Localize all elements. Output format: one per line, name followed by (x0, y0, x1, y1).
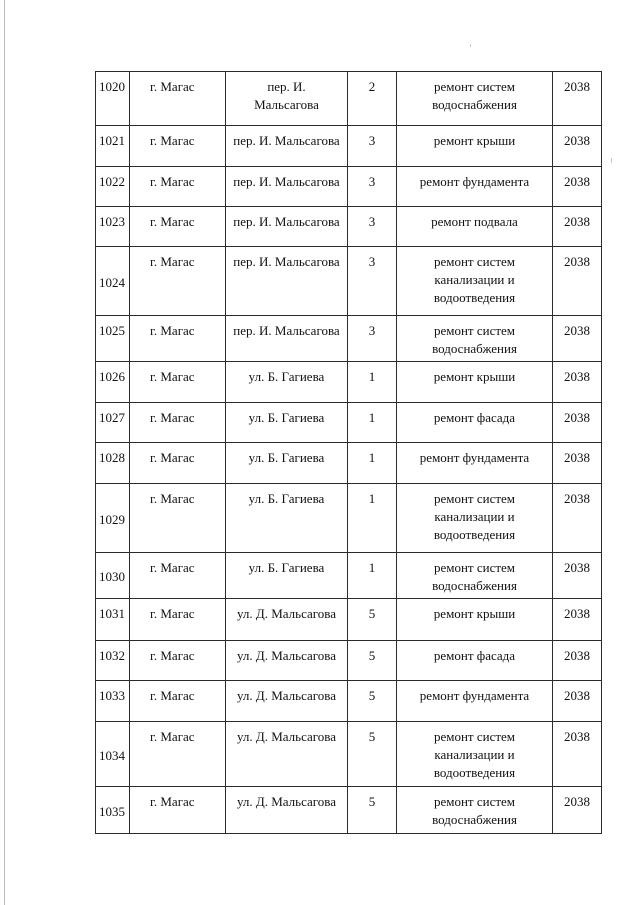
table-row (96, 403, 602, 443)
street-cell: ул. Д. Мальсагова (226, 722, 348, 787)
work-type-cell: ремонт крыши (397, 599, 553, 641)
row-number-cell: 1022 (96, 167, 130, 207)
city-cell: г. Магас (130, 126, 226, 167)
table-row (96, 722, 602, 787)
table-row (96, 247, 602, 316)
house-number-cell: 1 (348, 443, 397, 484)
scan-mark (470, 44, 471, 47)
table-row (96, 443, 602, 484)
city-cell: г. Магас (130, 599, 226, 641)
row-number-cell: 1035 (96, 787, 130, 834)
work-type-cell: ремонт крыши (397, 126, 553, 167)
street-cell: пер. И. Мальсагова (226, 72, 348, 126)
house-number-cell: 3 (348, 247, 397, 316)
table-row (96, 362, 602, 403)
year-cell: 2038 (553, 484, 602, 553)
year-cell: 2038 (553, 207, 602, 247)
house-number-cell: 3 (348, 126, 397, 167)
row-number-cell: 1027 (96, 403, 130, 443)
house-number-cell: 1 (348, 484, 397, 553)
year-cell: 2038 (553, 553, 602, 599)
row-number-cell: 1024 (96, 247, 130, 316)
street-cell: ул. Д. Мальсагова (226, 787, 348, 834)
street-cell: пер. И. Мальсагова (226, 316, 348, 362)
page-edge-line (4, 0, 5, 905)
row-number-cell: 1032 (96, 641, 130, 681)
work-type-cell: ремонт систем канализации и водоотведения (397, 722, 553, 787)
city-cell: г. Магас (130, 553, 226, 599)
house-number-cell: 5 (348, 641, 397, 681)
work-type-cell: ремонт систем водоснабжения (397, 787, 553, 834)
city-cell: г. Магас (130, 681, 226, 722)
city-cell: г. Магас (130, 722, 226, 787)
city-cell: г. Магас (130, 72, 226, 126)
city-cell: г. Магас (130, 484, 226, 553)
street-cell: ул. Д. Мальсагова (226, 681, 348, 722)
table-row (96, 681, 602, 722)
table-row (96, 72, 602, 126)
table-row (96, 207, 602, 247)
year-cell: 2038 (553, 787, 602, 834)
work-type-cell: ремонт фасада (397, 641, 553, 681)
row-number-cell: 1023 (96, 207, 130, 247)
row-number-cell: 1030 (96, 553, 130, 599)
table-row (96, 641, 602, 681)
table-row (96, 553, 602, 599)
row-number-cell: 1025 (96, 316, 130, 362)
work-type-cell: ремонт систем водоснабжения (397, 553, 553, 599)
city-cell: г. Магас (130, 443, 226, 484)
city-cell: г. Магас (130, 167, 226, 207)
street-cell: ул. Б. Гагиева (226, 403, 348, 443)
work-type-cell: ремонт систем канализации и водоотведения (397, 484, 553, 553)
work-type-cell: ремонт фасада (397, 403, 553, 443)
row-number-cell: 1033 (96, 681, 130, 722)
row-number-cell: 1028 (96, 443, 130, 484)
work-type-cell: ремонт фундамента (397, 167, 553, 207)
table-row (96, 787, 602, 834)
street-cell: пер. И. Мальсагова (226, 247, 348, 316)
table-row (96, 316, 602, 362)
house-number-cell: 3 (348, 207, 397, 247)
year-cell: 2038 (553, 316, 602, 362)
house-number-cell: 1 (348, 553, 397, 599)
table-body (96, 72, 602, 834)
street-cell: ул. Б. Гагиева (226, 362, 348, 403)
row-number-cell: 1020 (96, 72, 130, 126)
year-cell: 2038 (553, 443, 602, 484)
year-cell: 2038 (553, 681, 602, 722)
city-cell: г. Магас (130, 316, 226, 362)
city-cell: г. Магас (130, 247, 226, 316)
house-number-cell: 3 (348, 316, 397, 362)
scan-mark (611, 158, 612, 163)
work-type-cell: ремонт систем канализации и водоотведения (397, 247, 553, 316)
city-cell: г. Магас (130, 641, 226, 681)
street-cell: ул. Д. Мальсагова (226, 641, 348, 681)
year-cell: 2038 (553, 403, 602, 443)
street-cell: ул. Д. Мальсагова (226, 599, 348, 641)
year-cell: 2038 (553, 72, 602, 126)
year-cell: 2038 (553, 167, 602, 207)
row-number-cell: 1026 (96, 362, 130, 403)
street-cell: ул. Б. Гагиева (226, 553, 348, 599)
table-row (96, 126, 602, 167)
city-cell: г. Магас (130, 787, 226, 834)
row-number-cell: 1029 (96, 484, 130, 553)
row-number-cell: 1034 (96, 722, 130, 787)
house-number-cell: 2 (348, 72, 397, 126)
year-cell: 2038 (553, 247, 602, 316)
year-cell: 2038 (553, 362, 602, 403)
year-cell: 2038 (553, 126, 602, 167)
city-cell: г. Магас (130, 403, 226, 443)
street-cell: ул. Б. Гагиева (226, 484, 348, 553)
house-number-cell: 1 (348, 403, 397, 443)
house-number-cell: 3 (348, 167, 397, 207)
year-cell: 2038 (553, 599, 602, 641)
table-row (96, 167, 602, 207)
street-cell: ул. Б. Гагиева (226, 443, 348, 484)
work-type-cell: ремонт систем водоснабжения (397, 72, 553, 126)
house-number-cell: 5 (348, 599, 397, 641)
repair-schedule-table (95, 71, 602, 834)
street-cell: пер. И. Мальсагова (226, 207, 348, 247)
year-cell: 2038 (553, 722, 602, 787)
street-cell: пер. И. Мальсагова (226, 167, 348, 207)
work-type-cell: ремонт крыши (397, 362, 553, 403)
work-type-cell: ремонт фундамента (397, 681, 553, 722)
work-type-cell: ремонт фундамента (397, 443, 553, 484)
house-number-cell: 5 (348, 722, 397, 787)
house-number-cell: 1 (348, 362, 397, 403)
row-number-cell: 1021 (96, 126, 130, 167)
work-type-cell: ремонт подвала (397, 207, 553, 247)
table-row (96, 599, 602, 641)
house-number-cell: 5 (348, 787, 397, 834)
street-cell: пер. И. Мальсагова (226, 126, 348, 167)
row-number-cell: 1031 (96, 599, 130, 641)
table-row (96, 484, 602, 553)
work-type-cell: ремонт систем водоснабжения (397, 316, 553, 362)
city-cell: г. Магас (130, 207, 226, 247)
house-number-cell: 5 (348, 681, 397, 722)
city-cell: г. Магас (130, 362, 226, 403)
year-cell: 2038 (553, 641, 602, 681)
